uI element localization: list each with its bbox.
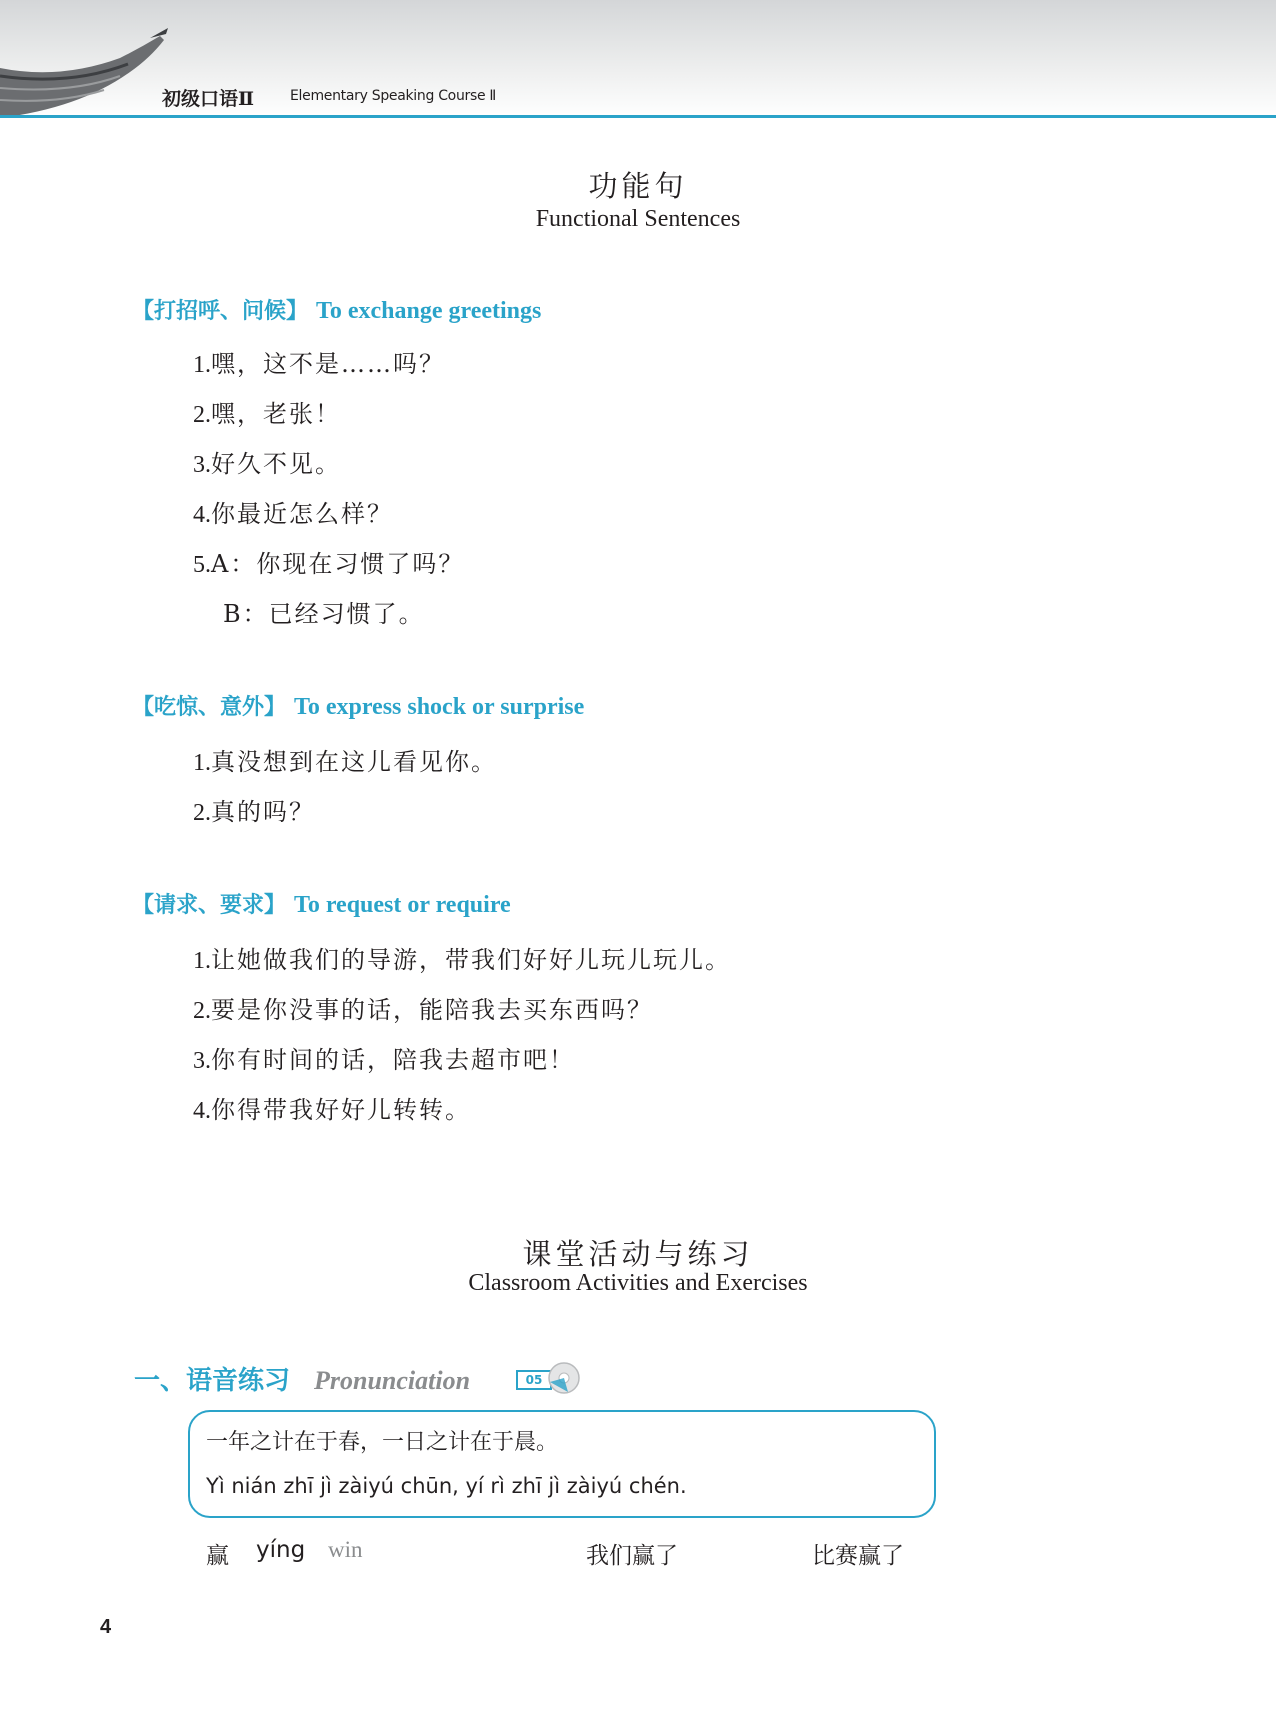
page-number: 4 — [100, 1616, 112, 1638]
list-item: 3.你有时间的话，陪我去超市吧！ — [193, 1046, 575, 1074]
category-label-en: To exchange greetings — [316, 298, 542, 324]
roof-eave-icon — [0, 28, 170, 118]
activities-title-en: Classroom Activities and Exercises — [468, 1270, 808, 1296]
category-label-cn: 【打招呼、问候】 — [132, 298, 309, 324]
exercise-heading — [134, 1360, 470, 1397]
category-surprise — [132, 690, 584, 721]
course-title-en: Elementary Speaking Course Ⅱ — [290, 88, 497, 104]
list-item: 1.真没想到在这儿看见你。 — [193, 748, 497, 776]
category-greetings — [132, 294, 541, 325]
quote-pinyin: Yì nián zhī jì zàiyú chūn, yí rì zhī jì zàiyú chén. — [206, 1474, 687, 1498]
section-title: 功能句 — [588, 169, 688, 203]
vocab-example-2: 比赛赢了 — [812, 1543, 904, 1569]
quote-chinese: 一年之计在于春，一日之计在于晨。 — [206, 1430, 559, 1455]
list-item: 2.嘿，老张！ — [193, 400, 341, 428]
vocab-example-1: 我们赢了 — [586, 1543, 678, 1569]
category-label-cn: 【吃惊、意外】 — [132, 694, 287, 720]
list-item: 1.让她做我们的导游，带我们好好儿玩儿玩儿。 — [193, 946, 731, 974]
exercise-heading-en: Pronunciation — [314, 1366, 471, 1395]
list-item: 2.要是你没事的话，能陪我去买东西吗？ — [193, 996, 653, 1024]
list-item: 4.你最近怎么样？ — [193, 500, 393, 528]
exercise-heading-cn: 一、语音练习 — [134, 1366, 291, 1396]
activities-title: 课堂活动与练习 — [522, 1237, 754, 1271]
list-item: 3.好久不见。 — [193, 450, 341, 478]
category-label-en: To request or require — [294, 892, 511, 918]
list-item: 4.你得带我好好儿转转。 — [193, 1096, 471, 1124]
vocab-word: 赢 — [206, 1543, 229, 1569]
header-rule — [0, 115, 1276, 118]
list-item: B：已经习惯了。 — [223, 600, 425, 628]
course-title: 初级口语Ⅱ — [162, 88, 255, 110]
category-label-cn: 【请求、要求】 — [132, 892, 287, 918]
list-item: 5.A：你现在习惯了吗？ — [193, 550, 465, 578]
audio-track-badge[interactable]: 05 — [516, 1370, 552, 1390]
vocab-english: win — [328, 1537, 363, 1562]
category-label-en: To express shock or surprise — [294, 694, 585, 720]
list-item: 1.嘿，这不是……吗？ — [193, 350, 445, 378]
cd-audio-icon[interactable] — [546, 1360, 582, 1396]
section-title-en: Functional Sentences — [535, 206, 741, 232]
list-item: 2.真的吗？ — [193, 798, 315, 826]
category-request — [132, 888, 511, 919]
vocab-pinyin: yíng — [256, 1537, 306, 1563]
